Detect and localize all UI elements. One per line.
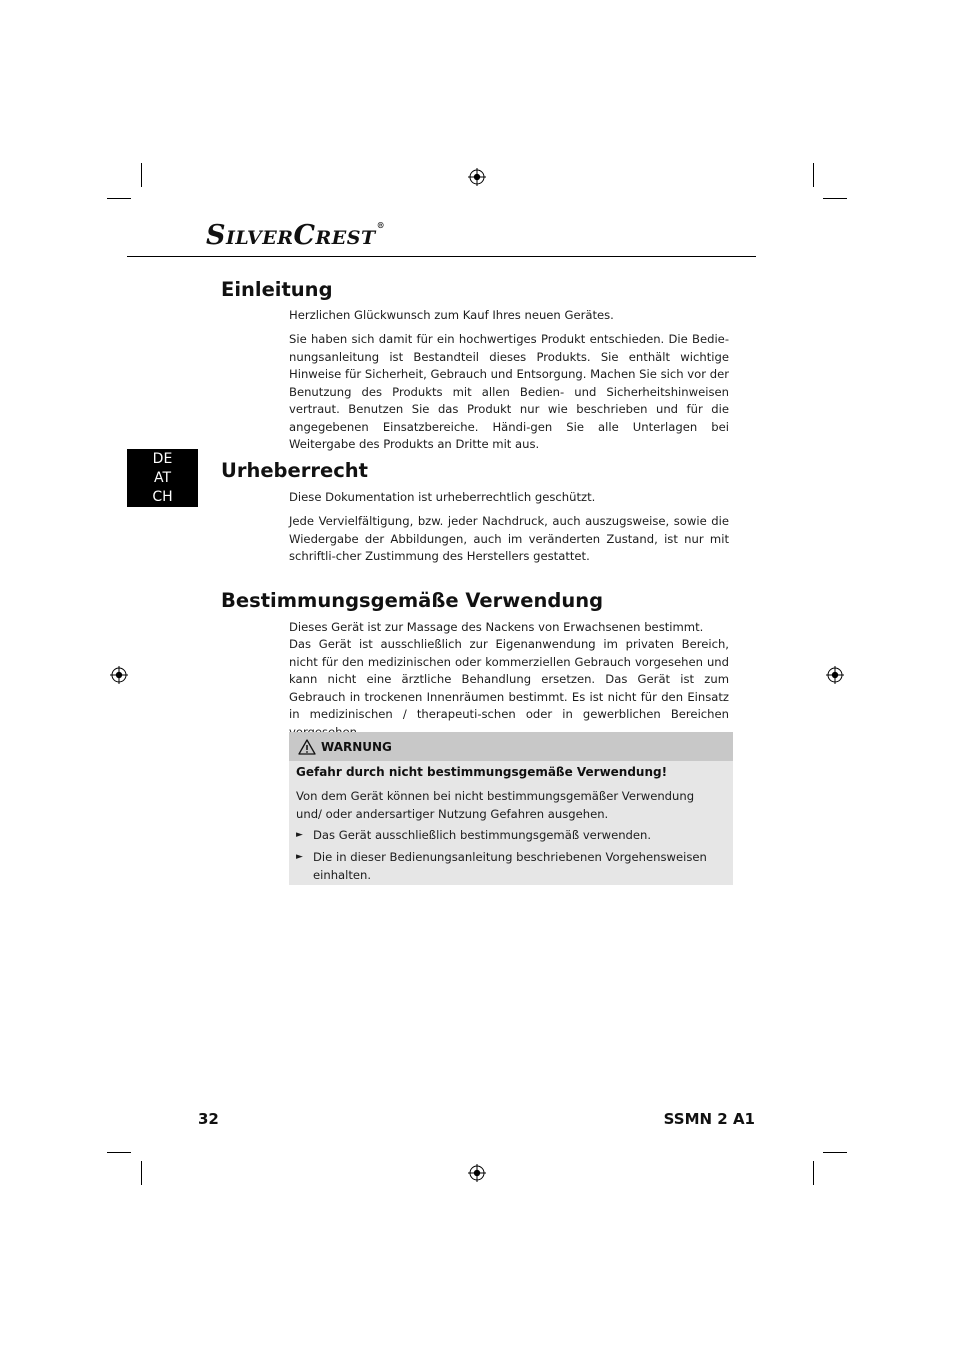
paragraph: Das Gerät ist ausschließlich zur Eigenanwendung im privaten Bereich, nicht für den medizinischen oder kommerziellen Gebrauch vorgesehen und kann nicht eine ärztliche Behandlung ersetzen. Das Gerät ist zum Gebrauch in trockenen Innenräumen bestimmt. Es ist nicht für den Einsatz in medizinischen / therapeuti-schen oder in gewerblichen Bereichen [289, 637, 729, 721]
section-title-urheberrecht: Urheberrecht [221, 459, 368, 482]
header-rule [127, 256, 756, 257]
registration-mark-icon [826, 666, 844, 684]
silvercrest-logo: SILVERCREST® [206, 220, 386, 251]
language-code: DE [152, 451, 173, 467]
crop-mark [141, 163, 142, 187]
crop-mark [107, 1152, 131, 1153]
crop-mark [823, 1152, 847, 1153]
list-item-text: Die in dieser Bedienungsanleitung beschriebenen Vorgehensweisen einhalten. [313, 850, 707, 882]
warning-triangle-icon [298, 739, 316, 755]
page-number: 32 [198, 1110, 219, 1128]
crop-mark [141, 1161, 142, 1185]
crop-mark [107, 198, 131, 199]
language-code: CH [152, 489, 173, 505]
warning-body: Von dem Gerät können bei nicht bestimmungsgemäßer Verwendung und/ oder andersartiger Nutzung Gefahren ausgehen. [296, 789, 695, 821]
bullet-arrow-icon: ► [296, 830, 303, 840]
registration-mark-icon [468, 1164, 486, 1182]
warning-subtitle: Gefahr durch nicht bestimmungsgemäße Verwendung! [296, 765, 668, 779]
model-number: SSMN 2 A1 [663, 1110, 755, 1128]
paragraph: Sie haben sich damit für ein hochwertiges Produkt entschieden. Die Bedie-nungsanleitung ist Bestandteil dieses Produkts. Sie enthält wichtige Hinweise für Sicherheit, Gebrauch und Entsorgung. Machen Sie sich vor der Benutzung des Produkts mit allen Bedien- und Sicherheitshinweisen vertraut. Benutzen Sie das Produkt nur wie beschrieben und für die angegebenen Einsatzbereiche. Händi-gen Sie alle Unterlagen bei Weitergabe des Produkts an Dritte mit aus. [289, 332, 729, 451]
registration-mark-icon [468, 168, 486, 186]
bullet-arrow-icon: ► [296, 852, 303, 862]
warning-box [289, 732, 733, 885]
paragraph: Diese Dokumentation ist urheberrechtlich geschützt. [289, 490, 596, 504]
crop-mark [813, 1161, 814, 1185]
crop-mark [813, 163, 814, 187]
section-title-verwendung: Bestimmungsgemäße Verwendung [221, 589, 604, 612]
language-code: AT [153, 470, 172, 486]
warning-header [289, 732, 733, 761]
list-item-text: Das Gerät ausschließlich bestimmungsgemäß verwenden. [313, 828, 652, 842]
paragraph: Herzlichen Glückwunsch zum Kauf Ihres neuen Gerätes. [289, 308, 614, 322]
paragraph: Jede Vervielfältigung, bzw. jeder Nachdruck, auch auszugsweise, sowie die Wiedergabe der Abbildungen, auch im veränderten Zustand, ist nur mit schriftli-cher Zustimmung des Herstellers gestattet. [289, 514, 729, 563]
paragraph: Dieses Gerät ist zur Massage des Nackens von Erwachsenen bestimmt. [289, 620, 704, 634]
warning-label: WARNUNG [321, 740, 392, 754]
crop-mark [823, 198, 847, 199]
language-tab [127, 449, 198, 507]
registration-mark-icon [110, 666, 128, 684]
section-title-einleitung: Einleitung [221, 278, 333, 301]
